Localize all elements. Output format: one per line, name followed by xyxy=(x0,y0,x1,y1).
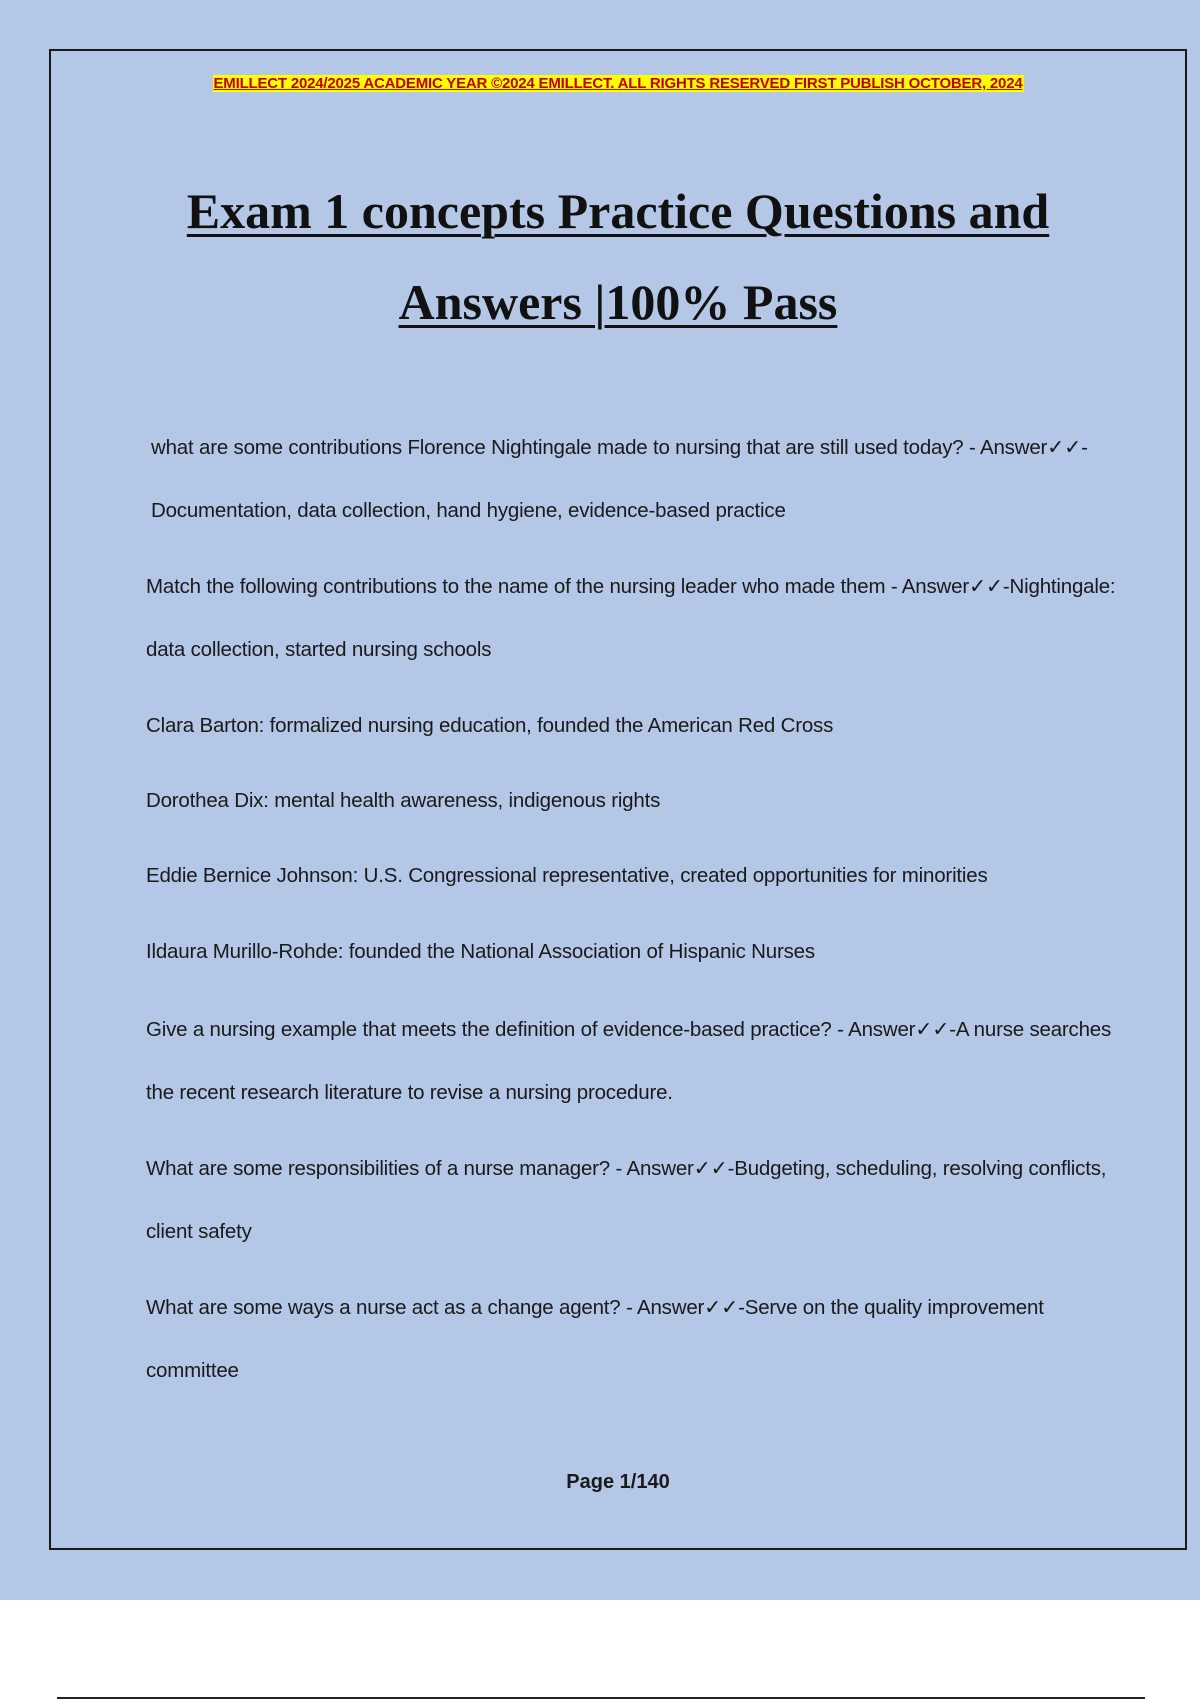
page-number: Page 1/140 xyxy=(566,1471,670,1493)
paragraph-ildaura-murillo-rohde: Ildaura Murillo-Rohde: founded the National Association of Hispanic Nurses xyxy=(146,940,815,963)
copyright-banner-text: EMILLECT 2024/2025 ACADEMIC YEAR ©2024 EMILLECT. ALL RIGHTS RESERVED FIRST PUBLISH OCTOBER, 2024 xyxy=(213,75,1023,92)
qa-paragraph-change-agent: What are some ways a nurse act as a change agent? - Answer✓✓-Serve on the quality improvement committee xyxy=(146,1296,1044,1382)
next-page-divider xyxy=(57,1697,1145,1699)
qa-paragraph-evidence-based: Give a nursing example that meets the definition of evidence-based practice? - Answer✓✓-A nurse searches the recent research literature to revise a nursing procedure. xyxy=(146,1018,1112,1104)
qa-paragraph-nurse-manager: What are some responsibilities of a nurse manager? - Answer✓✓-Budgeting, scheduling, resolving conflicts, client safety xyxy=(146,1157,1107,1243)
document-title: Exam 1 concepts Practice Questions and Answers |100% Pass xyxy=(186,183,1050,330)
paragraph-eddie-bernice-johnson: Eddie Bernice Johnson: U.S. Congressional representative, created opportunities for minorities xyxy=(146,864,988,887)
qa-paragraph-nightingale: what are some contributions Florence Nightingale made to nursing that are still used today? - Answer✓✓-Documentation, data collection, hand hygiene, evidence-based practice xyxy=(151,436,1088,522)
page-border xyxy=(49,49,1187,1550)
copyright-banner xyxy=(51,75,1185,93)
paragraph-clara-barton: Clara Barton: formalized nursing education, founded the American Red Cross xyxy=(146,714,834,737)
qa-paragraph-match-leaders: Match the following contributions to the name of the nursing leader who made them - Answer✓✓-Nightingale: data collection, started nursing schools xyxy=(146,575,1116,661)
paragraph-dorothea-dix: Dorothea Dix: mental health awareness, indigenous rights xyxy=(146,789,661,812)
